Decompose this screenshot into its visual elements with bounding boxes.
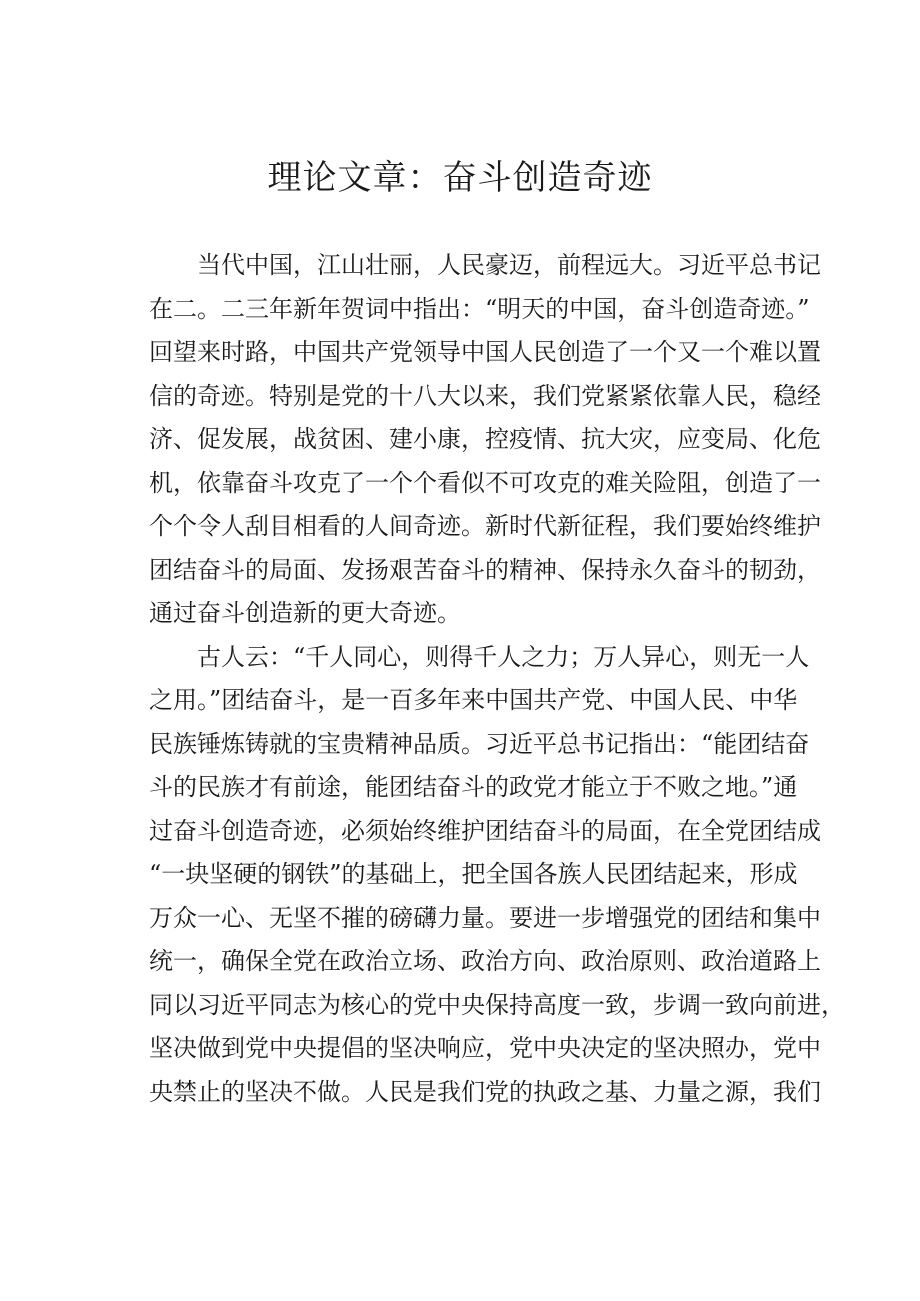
text-line: 团结奋斗的局面、发扬艰苦奋斗的精神、保持永久奋斗的韧劲，	[149, 555, 821, 584]
text-line: 民族锤炼铸就的宝贵精神品质。习近平总书记指出：“能团结奋	[149, 729, 810, 758]
paragraph-1	[149, 244, 821, 636]
text-line: 机，依靠奋斗攻克了一个个看似不可攻克的难关险阻，创造了一	[149, 468, 821, 497]
text-line: 回望来时路，中国共产党领导中国人民创造了一个又一个难以置	[149, 338, 821, 366]
paragraph-2	[149, 636, 845, 1115]
text-line: 在二。二三年新年贺词中指出：“明天的中国，奋斗创造奇迹。”	[149, 294, 810, 323]
text-line: 万众一心、无坚不摧的磅礴力量。要进一步增强党的团结和集中	[149, 903, 821, 932]
text-line: “一块坚硬的钢铁”的基础上，把全国各族人民团结起来，形成	[149, 860, 798, 888]
text-line: 个个令人刮目相看的人间奇迹。新时代新征程，我们要始终维护	[149, 512, 821, 540]
text-line: 斗的民族才有前途，能团结奋斗的政党才能立于不败之地。”通	[149, 773, 798, 801]
text-line: 当代中国，江山壮丽，人民豪迈，前程远大。习近平总书记	[197, 251, 821, 279]
text-line: 通过奋斗创造新的更大奇迹。	[149, 599, 461, 627]
text-line: 过奋斗创造奇迹，必须始终维护团结奋斗的局面，在全党团结成	[149, 816, 821, 845]
text-line: 央禁止的坚决不做。人民是我们党的执政之基、力量之源，我们	[149, 1077, 821, 1106]
text-line: 信的奇迹。特别是党的十八大以来，我们党紧紧依靠人民，稳经	[149, 381, 821, 410]
text-line: 之用。”团结奋斗，是一百多年来中国共产党、中国人民、中华	[149, 686, 798, 714]
text-line: 古人云：“千人同心，则得千人之力；万人异心，则无一人	[197, 642, 810, 671]
text-line: 济、促发展，战贫困、建小康，控疫情、抗大灾，应变局、化危	[149, 425, 821, 453]
text-line: 同以习近平同志为核心的党中央保持高度一致，步调一致向前进，	[149, 990, 845, 1019]
text-line: 坚决做到党中央提倡的坚决响应，党中央决定的坚决照办，党中	[149, 1034, 821, 1062]
article-body	[149, 244, 845, 1114]
page-title: 理论文章：奋斗创造奇迹	[267, 158, 653, 198]
text-line: 统一，确保全党在政治立场、政治方向、政治原则、政治道路上	[149, 947, 821, 975]
